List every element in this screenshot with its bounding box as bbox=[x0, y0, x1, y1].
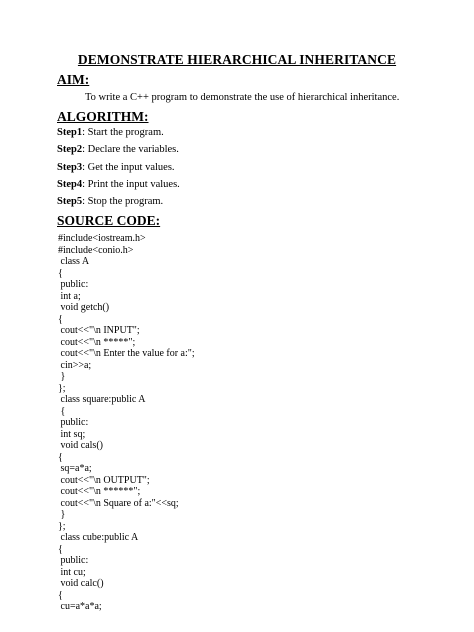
step-label: Step2 bbox=[57, 144, 83, 155]
code-line: #include<iostream.h> bbox=[58, 233, 146, 244]
step-label: Step4 bbox=[57, 179, 83, 190]
code-line: public: bbox=[58, 279, 89, 290]
source-code-listing bbox=[58, 233, 195, 613]
code-line: class A bbox=[58, 256, 90, 267]
code-line: int a; bbox=[58, 290, 81, 302]
code-line: { bbox=[58, 543, 63, 555]
document-title: DEMONSTRATE HIERARCHICAL INHERITANCE bbox=[77, 52, 397, 67]
code-line: } bbox=[58, 371, 66, 382]
code-line: { bbox=[58, 267, 63, 279]
code-line: class cube:public A bbox=[58, 532, 139, 543]
code-line: cout<<"\n Square of a:"<<sq; bbox=[58, 497, 179, 509]
aim-text: To write a C++ program to demonstrate the use of hierarchical inheritance. bbox=[85, 92, 400, 103]
algorithm-step: Step1: Start the program. bbox=[57, 127, 164, 138]
algorithm-step: Step2: Declare the variables. bbox=[57, 144, 179, 155]
step-text: Declare the variables. bbox=[85, 144, 179, 155]
code-line: cout<<"\n Enter the value for a:"; bbox=[58, 348, 195, 359]
code-line: cin>>a; bbox=[58, 359, 92, 371]
code-line: sq=a*a; bbox=[58, 463, 92, 474]
step-label: Step3 bbox=[57, 162, 83, 173]
code-line: public: bbox=[58, 417, 89, 428]
step-label: Step5 bbox=[57, 196, 83, 207]
code-line: { bbox=[58, 589, 63, 601]
code-line: } bbox=[58, 509, 66, 520]
code-line: public: bbox=[58, 555, 89, 566]
algorithm-step: Step3: Get the input values. bbox=[57, 162, 175, 173]
code-line: { bbox=[58, 451, 63, 463]
code-line: int sq; bbox=[58, 428, 86, 440]
code-line: class square:public A bbox=[58, 394, 146, 405]
code-line: cout<<"\n OUTPUT"; bbox=[58, 474, 150, 486]
code-line: }; bbox=[58, 520, 66, 532]
code-line: void calc() bbox=[58, 578, 104, 589]
code-line: cout<<"\n INPUT"; bbox=[58, 325, 140, 336]
step-text: Print the input values. bbox=[85, 179, 180, 190]
code-line: { bbox=[58, 313, 63, 325]
step-text: Get the input values. bbox=[85, 162, 175, 173]
code-line: { bbox=[58, 405, 66, 417]
code-line: int cu; bbox=[58, 566, 86, 578]
code-line: void cals() bbox=[58, 440, 103, 451]
code-line: cout<<"\n *****"; bbox=[58, 336, 136, 348]
code-line: }; bbox=[58, 382, 66, 394]
code-line: cu=a*a*a; bbox=[58, 601, 102, 612]
algorithm-step: Step4: Print the input values. bbox=[57, 179, 180, 190]
code-line: #include<conio.h> bbox=[58, 244, 134, 256]
code-line: void getch() bbox=[58, 302, 110, 313]
step-text: Stop the program. bbox=[85, 196, 164, 207]
code-line: cout<<"\n ******"; bbox=[58, 486, 141, 497]
algorithm-step: Step5: Stop the program. bbox=[57, 196, 164, 207]
algorithm-heading: ALGORITHM: bbox=[57, 109, 149, 124]
source-code-heading: SOURCE CODE: bbox=[57, 213, 161, 228]
step-label: Step1 bbox=[57, 127, 83, 138]
aim-heading: AIM: bbox=[57, 72, 90, 87]
step-text: Start the program. bbox=[85, 127, 164, 138]
